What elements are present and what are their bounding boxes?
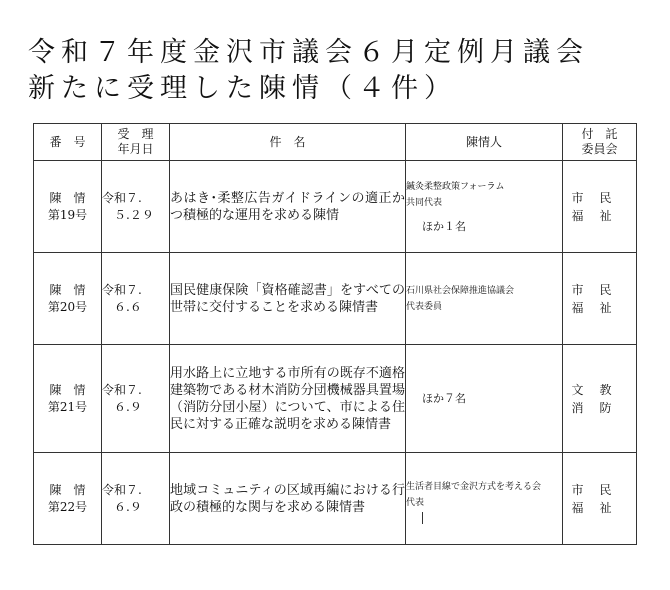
table-header-row (34, 124, 637, 161)
table-row (34, 453, 637, 545)
petitioner: 石川県社会保障推進協議会 代表委員 (406, 253, 563, 345)
petitioner: ほか７名 (406, 345, 563, 453)
petition-subject: 地域コミュニティの区域再編における行政の積極的な関与を求める陳情書 (170, 453, 406, 545)
header-number: 番 号 (34, 124, 102, 161)
table-row (34, 161, 637, 253)
text-cursor-mark (422, 512, 423, 524)
petition-number: 陳 情 第22号 (34, 453, 102, 545)
petitioner: 鍼灸柔整政策フォーラム 共同代表 ほか１名 (406, 161, 563, 253)
petition-subject: 国民健康保険「資格確認書」をすべての世帯に交付することを求める陳情書 (170, 253, 406, 345)
header-subject: 件 名 (170, 124, 406, 161)
assigned-committee: 市民 福祉 (563, 453, 637, 545)
page-subtitle: 新たに受理した陳情（４件） (28, 73, 457, 104)
petition-number: 陳 情 第19号 (34, 161, 102, 253)
header-received-date: 受 理 年月日 (102, 124, 170, 161)
petitioner: 生活者目線で金沢方式を考える会 代表 (406, 453, 563, 545)
received-date: 令和７. ６.９ (102, 345, 170, 453)
header-petitioner: 陳情人 (406, 124, 563, 161)
assigned-committee: 市民 福祉 (563, 253, 637, 345)
petition-number: 陳 情 第21号 (34, 345, 102, 453)
received-date: 令和７. ６.６ (102, 253, 170, 345)
page-title: 令和７年度金沢市議会６月定例月議会 (28, 37, 589, 68)
petition-table (33, 123, 637, 545)
petition-subject: 用水路上に立地する市所有の既存不適格建築物である材木消防分団機械器具置場（消防分団小屋）について、市による住民に対する正確な説明を求める陳情書 (170, 345, 406, 453)
assigned-committee: 市民 福祉 (563, 161, 637, 253)
petition-subject: あはき･柔整広告ガイドラインの適正かつ積極的な運用を求める陳情 (170, 161, 406, 253)
header-committee: 付 託 委員会 (563, 124, 637, 161)
received-date: 令和７. ５.２９ (102, 161, 170, 253)
assigned-committee: 文教 消防 (563, 345, 637, 453)
table-row (34, 345, 637, 453)
received-date: 令和７. ６.９ (102, 453, 170, 545)
petition-number: 陳 情 第20号 (34, 253, 102, 345)
table-row (34, 253, 637, 345)
